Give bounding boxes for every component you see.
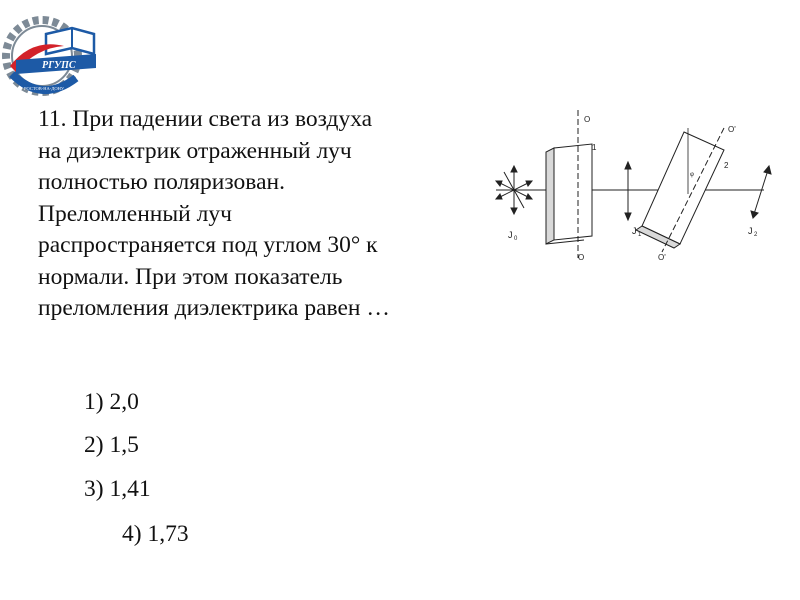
polarized-light-icon <box>625 162 631 220</box>
label-o-prime-top: O' <box>728 125 736 134</box>
label-plate-2: 2 <box>724 161 729 170</box>
logo-text: РГУПС <box>42 60 76 71</box>
answer-option-2[interactable]: 2) 1,5 <box>84 432 139 458</box>
label-j1-sub: 1 <box>638 232 642 238</box>
question-line: на диэлектрик отраженный луч <box>38 137 352 164</box>
answer-option-4[interactable]: 4) 1,73 <box>122 521 189 547</box>
logo-ring-text: РОСТОВ-НА-ДОНУ <box>24 86 65 91</box>
label-o-prime-bottom: O' <box>658 253 666 262</box>
polarization-diagram <box>492 104 792 264</box>
label-j1: J <box>632 226 637 236</box>
question-line: Преломленный луч <box>38 200 232 227</box>
label-j0: J <box>508 230 513 240</box>
label-j0-sub: 0 <box>514 236 518 242</box>
question-line: преломления диэлектрика равен … <box>38 295 390 321</box>
label-j2: J <box>748 226 753 236</box>
question-text <box>38 104 518 325</box>
label-plate-1: 1 <box>592 143 597 152</box>
question-line: 11. При падении света из воздуха <box>38 106 373 132</box>
label-j2-sub: 2 <box>754 232 758 238</box>
polarizer-plate <box>546 144 592 244</box>
label-angle: φ <box>690 172 694 178</box>
answer-option-1[interactable]: 1) 2,0 <box>84 389 139 415</box>
question-line: полностью поляризован. <box>38 169 285 195</box>
question-line: распространяется под углом 30° к <box>38 232 378 258</box>
label-o-top: O <box>584 115 591 124</box>
university-logo <box>2 8 98 100</box>
question-line: нормали. При этом показатель <box>38 263 343 290</box>
answer-option-3[interactable]: 3) 1,41 <box>84 476 151 502</box>
output-light-icon <box>751 166 771 218</box>
label-o-bottom: O <box>578 253 585 262</box>
